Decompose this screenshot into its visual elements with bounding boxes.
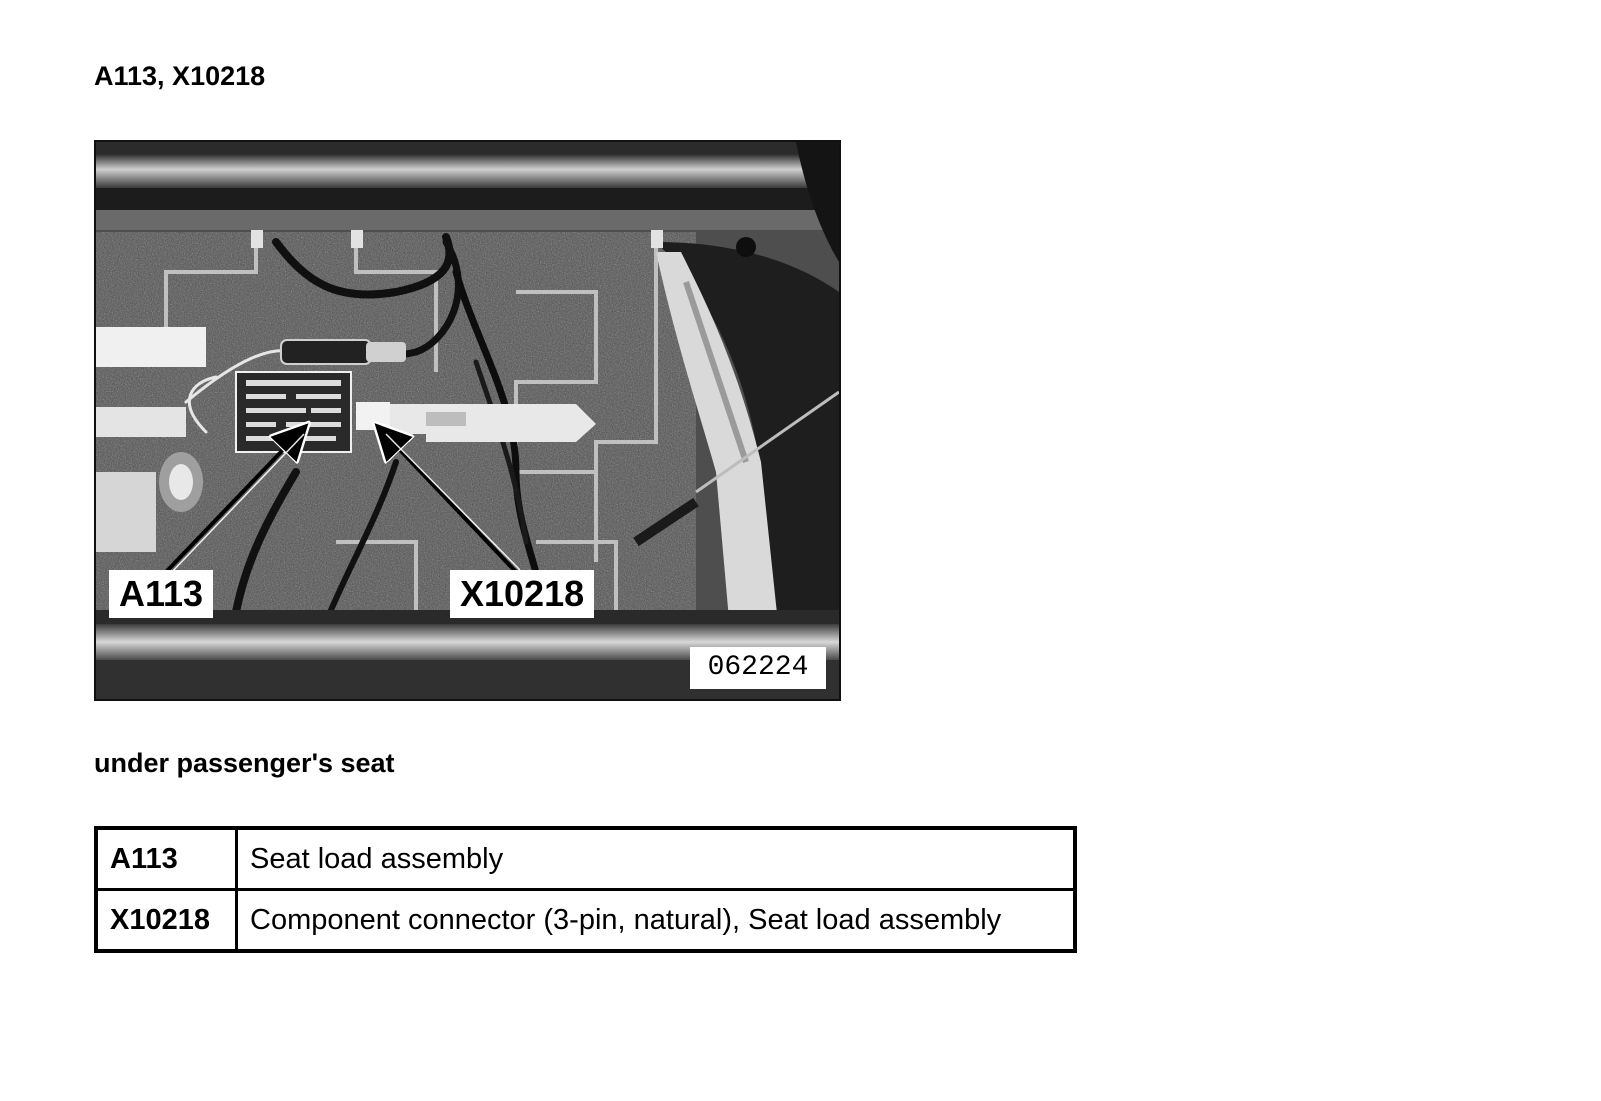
- component-description: Component connector (3-pin, natural), Seat load assembly: [237, 890, 1076, 952]
- image-number: 062224: [690, 647, 826, 689]
- location-caption: under passenger's seat: [94, 748, 395, 778]
- component-code: X10218: [96, 890, 237, 952]
- page-title: A113, X10218: [94, 61, 266, 91]
- x10218-callout-label: X10218: [450, 570, 594, 618]
- component-description: Seat load assembly: [237, 828, 1076, 890]
- table-row: [96, 890, 1075, 952]
- table-row: [96, 828, 1075, 890]
- a113-callout-label: A113: [109, 570, 213, 618]
- component-legend-table: [94, 826, 1077, 953]
- component-code: A113: [96, 828, 237, 890]
- component-location-photo: [94, 140, 841, 701]
